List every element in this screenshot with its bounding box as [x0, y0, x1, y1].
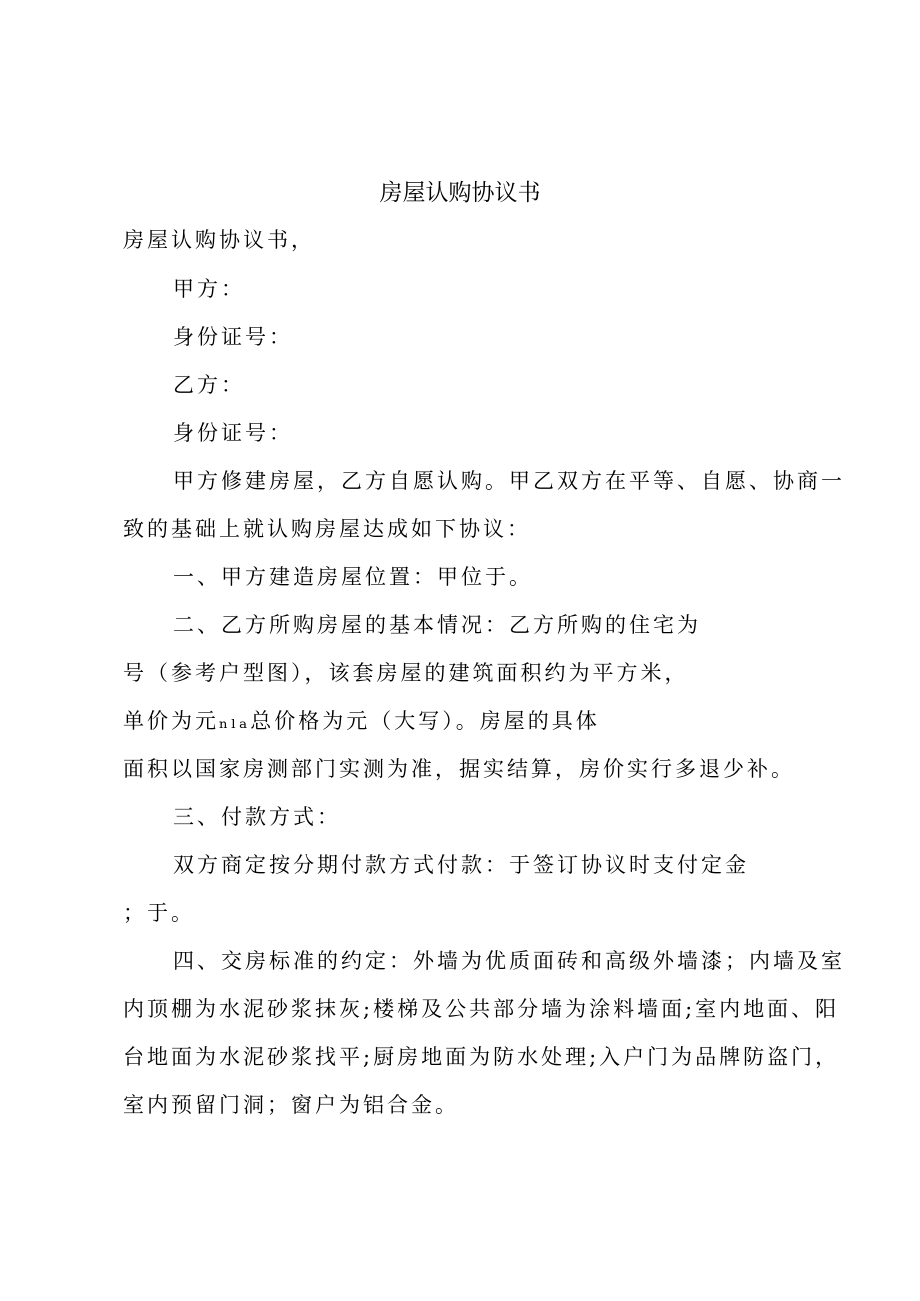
clause-3-line-1: 双方商定按分期付款方式付款：于签订协议时支付定金	[173, 853, 749, 877]
clause-2-line-1: 二、乙方所购房屋的基本情况：乙方所购的住宅为	[173, 613, 701, 637]
clause-2-line-3: 单价为元ₙₗₐ总价格为元（大写）。房屋的具体	[123, 709, 600, 733]
preamble-line-1: 甲方修建房屋，乙方自愿认购。甲乙双方在平等、自愿、协商一	[173, 469, 845, 493]
document-title: 房屋认购协议书	[379, 180, 541, 206]
clause-2-line-2: 号（参考户型图），该套房屋的建筑面积约为平方米，	[123, 661, 689, 685]
clause-4-line-1: 四、交房标准的约定：外墙为优质面砖和高级外墙漆；内墙及室	[173, 949, 845, 973]
party-a-label: 甲方：	[173, 277, 245, 301]
clause-3-heading: 三、付款方式：	[173, 805, 341, 829]
party-b-label: 乙方：	[173, 373, 245, 397]
clause-1: 一、甲方建造房屋位置：甲位于。	[173, 565, 533, 589]
clause-4-line-4: 室内预留门洞；窗户为铝合金。	[123, 1093, 459, 1117]
clause-3-line-2: ；于。	[123, 901, 195, 925]
clause-2-line-4: 面积以国家房测部门实测为准，据实结算，房价实行多退少补。	[123, 757, 795, 781]
preamble-line-2: 致的基础上就认购房屋达成如下协议：	[123, 517, 531, 541]
clause-4-line-2: 内顶棚为水泥砂浆抹灰;楼梯及公共部分墙为涂料墙面;室内地面、阳	[123, 997, 840, 1021]
party-a-id-label: 身份证号：	[173, 325, 293, 349]
party-b-id-label: 身份证号：	[173, 421, 293, 445]
clause-4-line-3: 台地面为水泥砂浆找平;厨房地面为防水处理;入户门为品牌防盗门，	[123, 1045, 840, 1069]
intro-line: 房屋认购协议书，	[123, 228, 315, 252]
